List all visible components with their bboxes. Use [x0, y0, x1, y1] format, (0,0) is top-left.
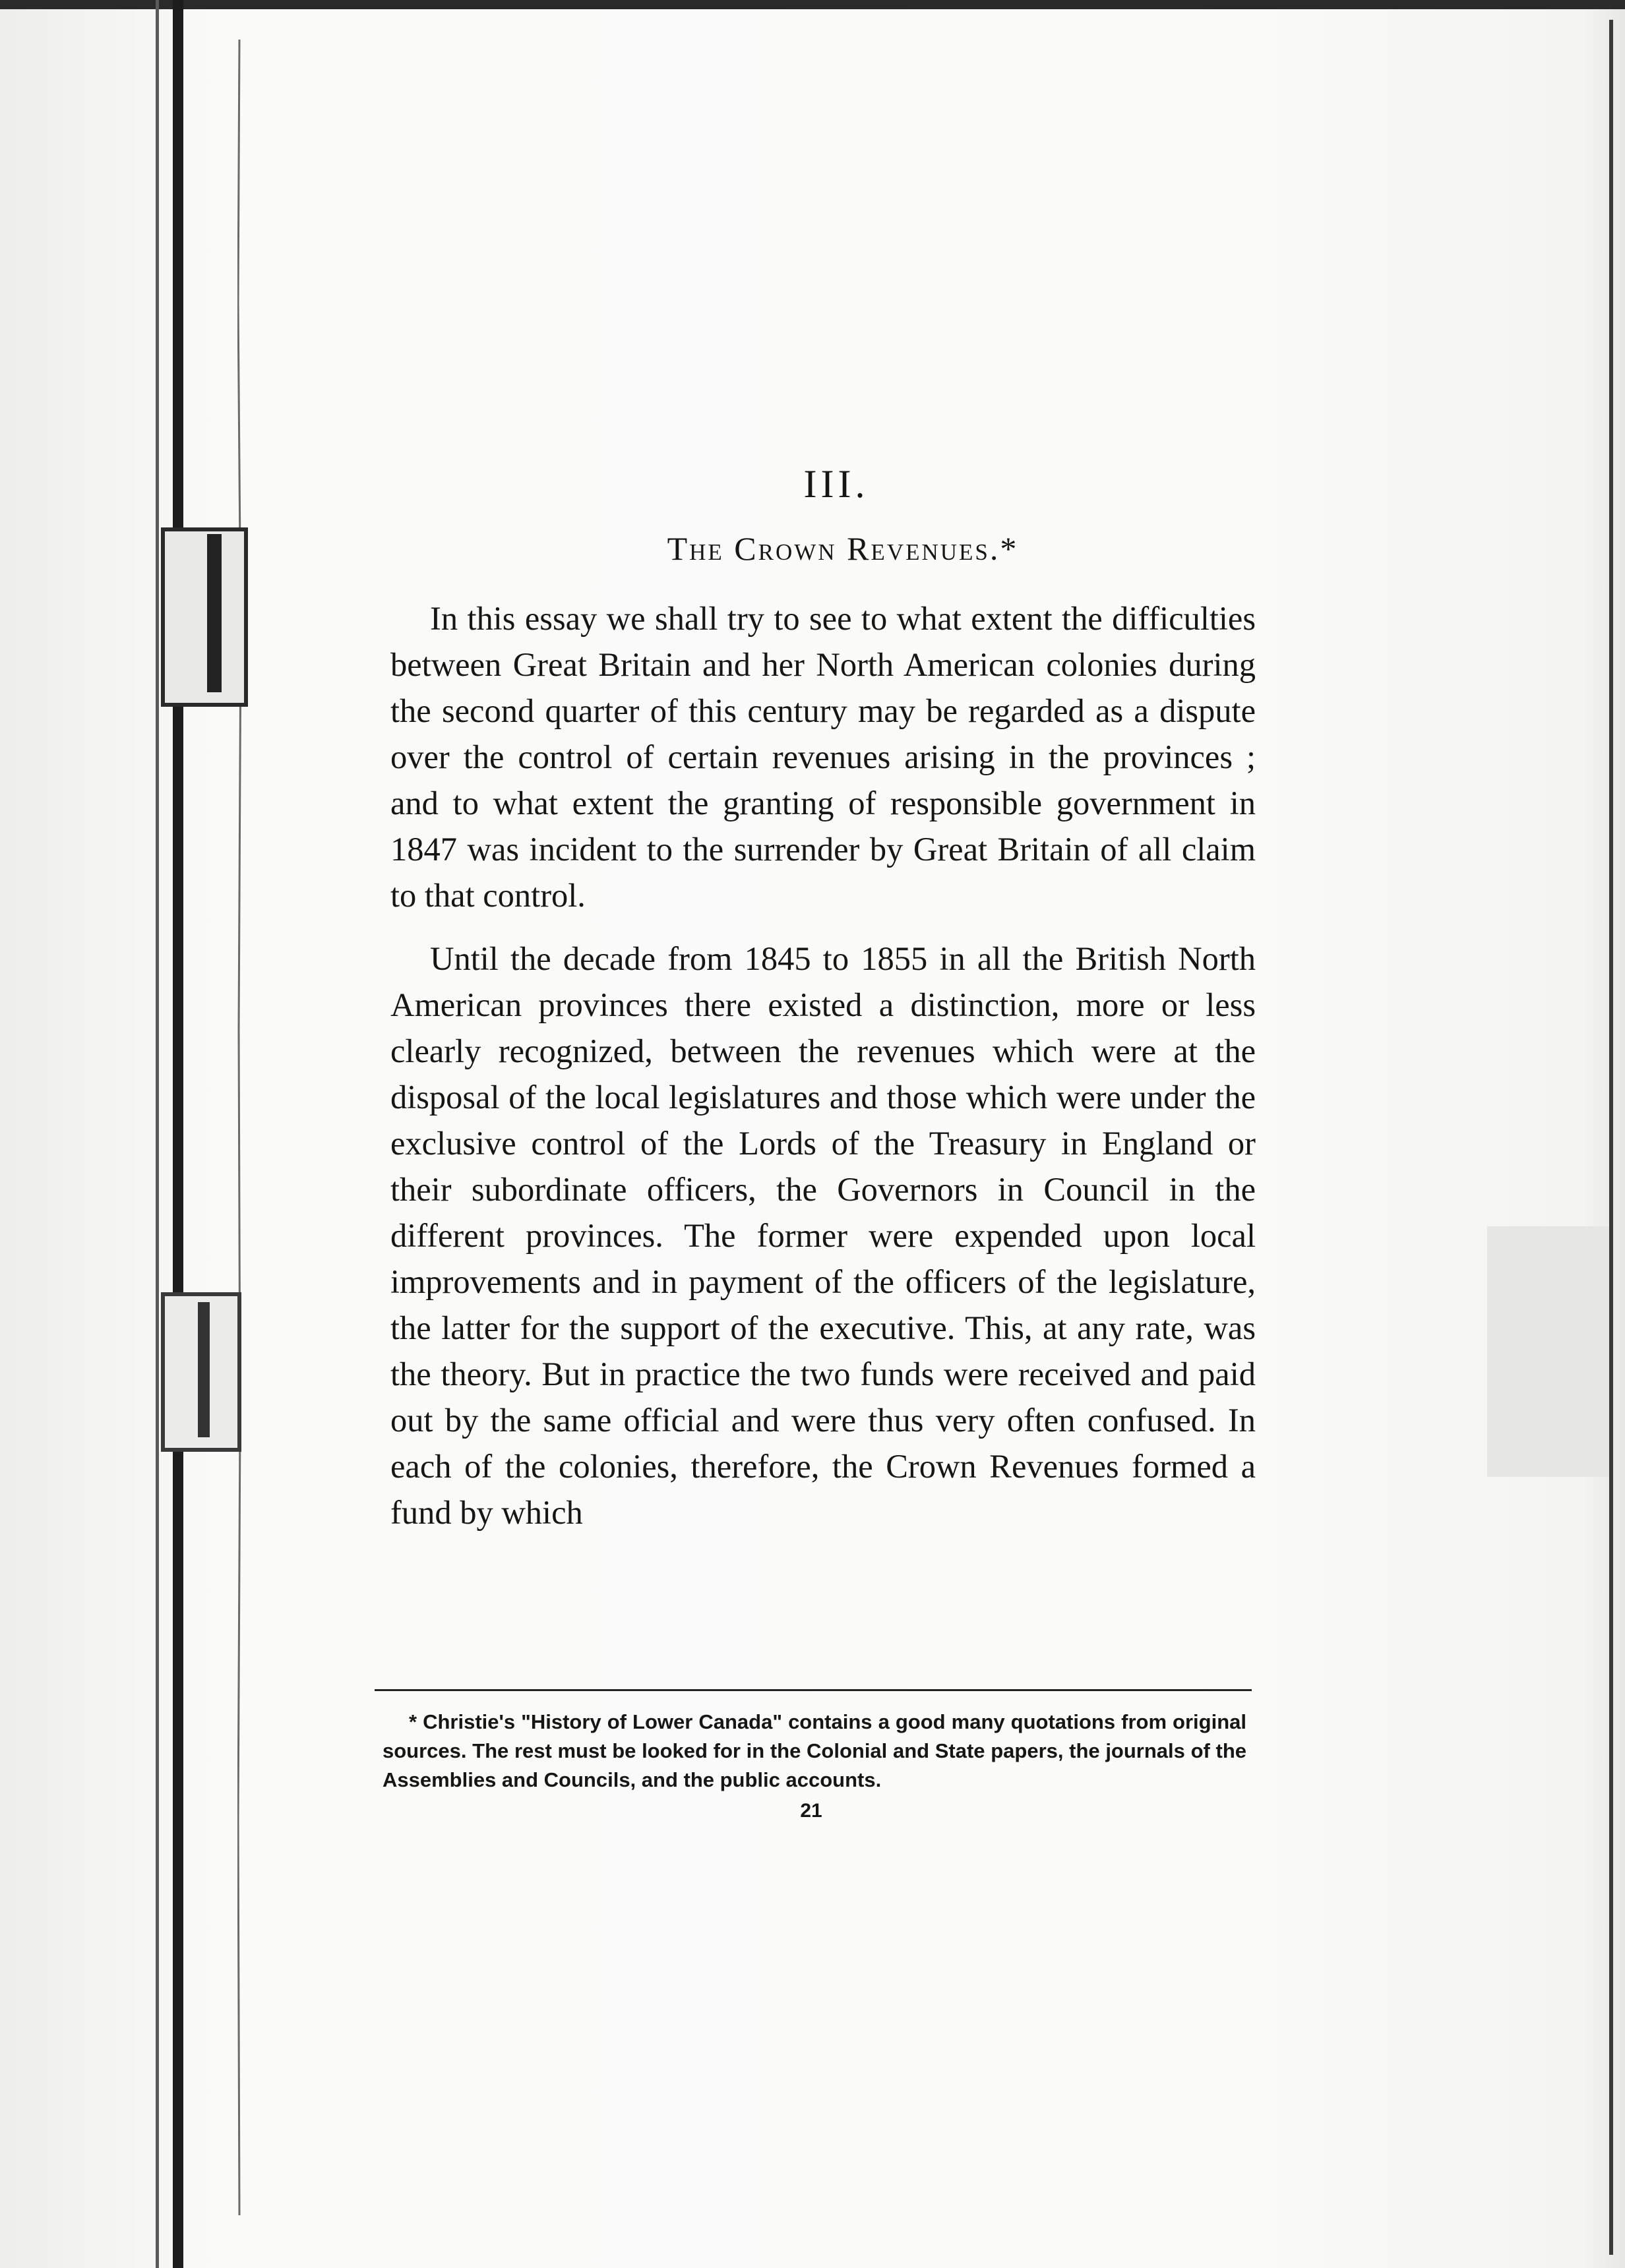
paragraph-1: In this essay we shall try to see to what extent the difficulties between Great Britain and her North American colonies during the second quarter of this century may be regarded as a dispute over the control of certain revenues arising in the provinces ; and to what extent the granting of responsible government in 1847 was incident to the surrender by Great Britain of all claim to that control.: [390, 600, 1256, 914]
binding-clip-top: [161, 527, 248, 707]
gutter-crack: [237, 40, 241, 2215]
chapter-title: The Crown Revenues.*: [667, 530, 1019, 567]
binding-edge: [156, 0, 159, 2268]
binding-rule: [173, 0, 183, 2268]
paragraph-2: Until the decade from 1845 to 1855 in all the British North American provinces there existed a distinction, more or less clearly recognized, between the revenues which were at the disposal of the local legislatures and those which were under the exclusive control of the Lords of the Treasury in England or their subordinate officers, the Governors in Council in the different provinces. The former were expended upon local improvements and in payment of the officers of the legislature, the latter for the support of the executive. This, at any rate, was the theory. But in practice the two funds were received and paid out by the same official and were thus very often confused. In each of the colonies, therefore, the Crown Revenues formed a fund by which: [390, 940, 1256, 1531]
page-shadow: [1487, 1226, 1609, 1477]
chapter-number: III.: [803, 462, 869, 506]
binding-clip-bottom-bar: [198, 1302, 210, 1437]
body-text: [390, 462, 1256, 1553]
binding-clip-top-bar: [207, 534, 222, 692]
page-top-edge: [0, 0, 1625, 9]
footnote-rule: [375, 1689, 1252, 1691]
page-number: 21: [800, 1800, 822, 1822]
footnote: * Christie's "History of Lower Canada" contains a good many quotations from original sources. The rest must be looked for in the Colonial and State papers, the journals of the Assemblies and Councils, and the public accounts.: [383, 1710, 1246, 1791]
page-right-edge: [1609, 20, 1613, 2255]
